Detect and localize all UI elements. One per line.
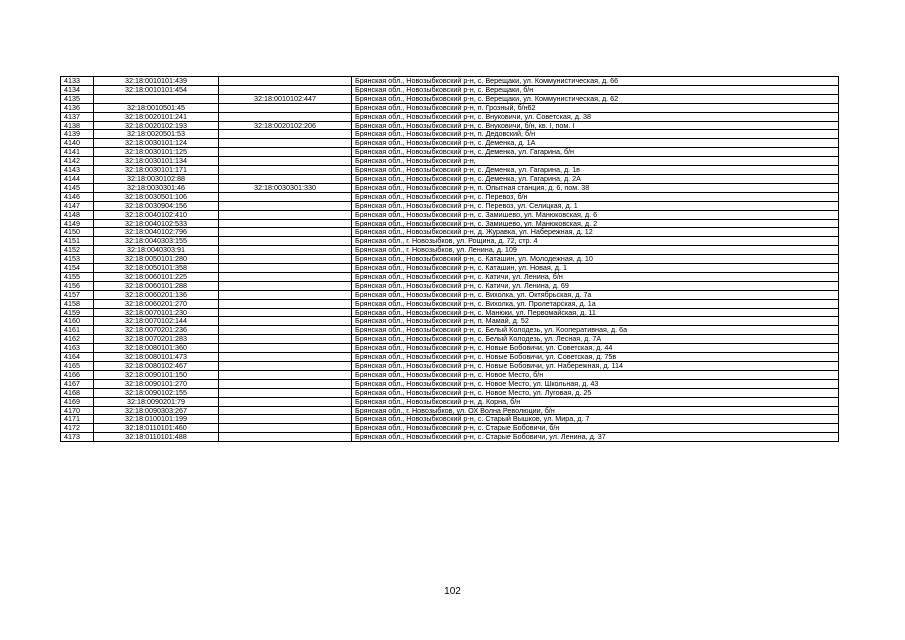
address-cell: Брянская обл., Новозыбковский р-н, с. Замишево, ул. Манюковская, д. 6 — [352, 210, 839, 219]
cadastral-number-cell: 32:18:0030301:46 — [94, 183, 219, 192]
related-cadastral-number-cell — [219, 353, 352, 362]
cadastral-number-cell: 32:18:0070102:144 — [94, 317, 219, 326]
cadastral-number-cell: 32:18:0030101:124 — [94, 139, 219, 148]
row-number-cell: 4147 — [61, 201, 94, 210]
table-row — [61, 406, 839, 415]
related-cadastral-number-cell — [219, 308, 352, 317]
table-row — [61, 201, 839, 210]
cadastral-number-cell: 32:18:0060101:225 — [94, 272, 219, 281]
cadastral-number-cell: 32:18:0060201:270 — [94, 299, 219, 308]
cadastral-number-cell — [94, 94, 219, 103]
table-row — [61, 183, 839, 192]
row-number-cell: 4140 — [61, 139, 94, 148]
address-cell: Брянская обл., Новозыбковский р-н, с. Манюки, ул. Первомайская, д. 11 — [352, 308, 839, 317]
address-cell: Брянская обл., Новозыбковский р-н, с. Старые Бобовичи, б/н — [352, 424, 839, 433]
table-row — [61, 130, 839, 139]
related-cadastral-number-cell — [219, 174, 352, 183]
table-row — [61, 77, 839, 86]
address-cell: Брянская обл., Новозыбковский р-н, с. Вихолка, ул. Пролетарская, д. 1а — [352, 299, 839, 308]
related-cadastral-number-cell — [219, 210, 352, 219]
row-number-cell: 4153 — [61, 255, 94, 264]
table-row — [61, 139, 839, 148]
related-cadastral-number-cell — [219, 85, 352, 94]
table-row — [61, 335, 839, 344]
address-cell: Брянская обл., Новозыбковский р-н, с. Катичи, ул. Ленина, д. 69 — [352, 281, 839, 290]
related-cadastral-number-cell — [219, 103, 352, 112]
address-cell: Брянская обл., Новозыбковский р-н, с. Верещаки, ул. Коммунистическая, д. 66 — [352, 77, 839, 86]
page-number: 102 — [444, 586, 461, 597]
cadastral-number-cell: 32:18:0040102:410 — [94, 210, 219, 219]
table-row — [61, 281, 839, 290]
table-row — [61, 255, 839, 264]
row-number-cell: 4154 — [61, 264, 94, 273]
address-cell: Брянская обл., Новозыбковский р-н, д. Журавка, ул. Набережная, д. 12 — [352, 228, 839, 237]
row-number-cell: 4139 — [61, 130, 94, 139]
related-cadastral-number-cell — [219, 362, 352, 371]
cadastral-number-cell: 32:18:0030101:134 — [94, 157, 219, 166]
table-row — [61, 362, 839, 371]
address-cell: Брянская обл., Новозыбковский р-н, с. Деменка, ул. Гагарина, б/н — [352, 148, 839, 157]
table-row — [61, 94, 839, 103]
address-cell: Брянская обл., Новозыбковский р-н, с. Белый Колодезь, ул. Лесная, д. 7А — [352, 335, 839, 344]
related-cadastral-number-cell — [219, 370, 352, 379]
cadastral-number-cell: 32:18:0100101:199 — [94, 415, 219, 424]
cadastral-number-cell: 32:18:0090102:155 — [94, 388, 219, 397]
related-cadastral-number-cell — [219, 157, 352, 166]
address-cell: Брянская обл., Новозыбковский р-н, с. Замишево, ул. Манюковская, д. 2 — [352, 219, 839, 228]
table-row — [61, 219, 839, 228]
table-row — [61, 166, 839, 175]
row-number-cell: 4155 — [61, 272, 94, 281]
row-number-cell: 4138 — [61, 121, 94, 130]
table-row — [61, 317, 839, 326]
table-row — [61, 85, 839, 94]
row-number-cell: 4142 — [61, 157, 94, 166]
cadastral-number-cell: 32:18:0030101:171 — [94, 166, 219, 175]
related-cadastral-number-cell — [219, 379, 352, 388]
related-cadastral-number-cell — [219, 388, 352, 397]
table-row — [61, 397, 839, 406]
table-row — [61, 103, 839, 112]
address-cell: Брянская обл., Новозыбковский р-н, с. Белый Колодезь, ул. Кооперативная, д. 6а — [352, 326, 839, 335]
row-number-cell: 4136 — [61, 103, 94, 112]
address-cell: Брянская обл., Новозыбковский р-н, с. Новое Место, б/н — [352, 370, 839, 379]
row-number-cell: 4137 — [61, 112, 94, 121]
row-number-cell: 4169 — [61, 397, 94, 406]
related-cadastral-number-cell — [219, 192, 352, 201]
row-number-cell: 4156 — [61, 281, 94, 290]
row-number-cell: 4157 — [61, 290, 94, 299]
related-cadastral-number-cell — [219, 201, 352, 210]
address-cell: Брянская обл., Новозыбковский р-н, с. Вихолка, ул. Октябрьская, д. 7а — [352, 290, 839, 299]
row-number-cell: 4161 — [61, 326, 94, 335]
address-cell: Брянская обл., Новозыбковский р-н, с. Каташин, ул. Молодежная, д. 10 — [352, 255, 839, 264]
row-number-cell: 4162 — [61, 335, 94, 344]
cadastral-number-cell: 32:18:0060101:288 — [94, 281, 219, 290]
table-row — [61, 264, 839, 273]
cadastral-number-cell: 32:18:0040303:155 — [94, 237, 219, 246]
related-cadastral-number-cell — [219, 130, 352, 139]
row-number-cell: 4133 — [61, 77, 94, 86]
related-cadastral-number-cell — [219, 246, 352, 255]
table-row — [61, 433, 839, 442]
row-number-cell: 4160 — [61, 317, 94, 326]
cadastral-number-cell: 32:18:0050101:358 — [94, 264, 219, 273]
row-number-cell: 4166 — [61, 370, 94, 379]
cadastral-number-cell: 32:18:0080101:473 — [94, 353, 219, 362]
related-cadastral-number-cell — [219, 112, 352, 121]
row-number-cell: 4152 — [61, 246, 94, 255]
table-row — [61, 246, 839, 255]
related-cadastral-number-cell — [219, 255, 352, 264]
cadastral-number-cell: 32:18:0040303:91 — [94, 246, 219, 255]
row-number-cell: 4163 — [61, 344, 94, 353]
table-row — [61, 299, 839, 308]
address-cell: Брянская обл., Новозыбковский р-н, п. Дедовский, б/н — [352, 130, 839, 139]
cadastral-number-cell: 32:18:0070201:283 — [94, 335, 219, 344]
address-cell: Брянская обл., Новозыбковский р-н, с. Внуковичи, б/н, кв. I, пом. I — [352, 121, 839, 130]
related-cadastral-number-cell — [219, 166, 352, 175]
related-cadastral-number-cell — [219, 228, 352, 237]
table-row — [61, 415, 839, 424]
cadastral-number-cell: 32:18:0070101:230 — [94, 308, 219, 317]
cadastral-number-cell: 32:18:0010501:45 — [94, 103, 219, 112]
address-cell: Брянская обл., Новозыбковский р-н, с. Перевоз, б/н — [352, 192, 839, 201]
related-cadastral-number-cell — [219, 397, 352, 406]
cadastral-number-cell: 32:18:0020102:193 — [94, 121, 219, 130]
related-cadastral-number-cell: 32:18:0030301:330 — [219, 183, 352, 192]
table-row — [61, 379, 839, 388]
address-cell: Брянская обл., г. Новозыбков, ул. ОХ Волна Революции, б/н — [352, 406, 839, 415]
related-cadastral-number-cell — [219, 415, 352, 424]
address-cell: Брянская обл., Новозыбковский р-н, с. Верещаки, б/н — [352, 85, 839, 94]
row-number-cell: 4164 — [61, 353, 94, 362]
table-row — [61, 308, 839, 317]
related-cadastral-number-cell — [219, 299, 352, 308]
related-cadastral-number-cell — [219, 77, 352, 86]
table-row — [61, 112, 839, 121]
address-cell: Брянская обл., Новозыбковский р-н, с. Новые Бобовичи, ул. Советская, д. 44 — [352, 344, 839, 353]
row-number-cell: 4148 — [61, 210, 94, 219]
table-row — [61, 237, 839, 246]
related-cadastral-number-cell — [219, 281, 352, 290]
related-cadastral-number-cell — [219, 433, 352, 442]
cadastral-number-cell: 32:18:0110101:488 — [94, 433, 219, 442]
table-row — [61, 424, 839, 433]
related-cadastral-number-cell — [219, 237, 352, 246]
row-number-cell: 4149 — [61, 219, 94, 228]
table-row — [61, 290, 839, 299]
cadastral-number-cell: 32:18:0080101:360 — [94, 344, 219, 353]
related-cadastral-number-cell — [219, 344, 352, 353]
cadastral-number-cell: 32:18:0090201:79 — [94, 397, 219, 406]
row-number-cell: 4141 — [61, 148, 94, 157]
address-cell: Брянская обл., Новозыбковский р-н, с. Катичи, ул. Ленина, б/н — [352, 272, 839, 281]
address-cell: Брянская обл., Новозыбковский р-н, с. Новое Место, ул. Луговая, д. 25 — [352, 388, 839, 397]
cadastral-number-cell: 32:18:0050101:280 — [94, 255, 219, 264]
table-row — [61, 353, 839, 362]
table-row — [61, 272, 839, 281]
property-register-table — [60, 76, 839, 442]
table-row — [61, 157, 839, 166]
related-cadastral-number-cell — [219, 406, 352, 415]
row-number-cell: 4145 — [61, 183, 94, 192]
cadastral-number-cell: 32:18:0080102:467 — [94, 362, 219, 371]
cadastral-number-cell: 32:18:0030101:125 — [94, 148, 219, 157]
related-cadastral-number-cell — [219, 264, 352, 273]
row-number-cell: 4170 — [61, 406, 94, 415]
address-cell: Брянская обл., Новозыбковский р-н, п. Опытная станция, д. 6, пом. 38 — [352, 183, 839, 192]
address-cell: Брянская обл., Новозыбковский р-н, с. Старый Вышков, ул. Мира, д. 7 — [352, 415, 839, 424]
table-row — [61, 148, 839, 157]
row-number-cell: 4168 — [61, 388, 94, 397]
table-row — [61, 210, 839, 219]
cadastral-number-cell: 32:18:0110101:460 — [94, 424, 219, 433]
address-cell: Брянская обл., Новозыбковский р-н, с. Внуковичи, ул. Советская, д. 38 — [352, 112, 839, 121]
row-number-cell: 4173 — [61, 433, 94, 442]
address-cell: Брянская обл., Новозыбковский р-н, с. Новые Бобовичи, ул. Советская, д. 75в — [352, 353, 839, 362]
related-cadastral-number-cell — [219, 139, 352, 148]
cadastral-number-cell: 32:18:0030102:88 — [94, 174, 219, 183]
table-row — [61, 326, 839, 335]
table-row — [61, 370, 839, 379]
row-number-cell: 4144 — [61, 174, 94, 183]
address-cell: Брянская обл., г. Новозыбков, ул. Рощина, д. 72, стр. 4 — [352, 237, 839, 246]
cadastral-number-cell: 32:18:0090101:150 — [94, 370, 219, 379]
cadastral-number-cell: 32:18:0090101:270 — [94, 379, 219, 388]
related-cadastral-number-cell — [219, 317, 352, 326]
related-cadastral-number-cell — [219, 335, 352, 344]
address-cell: Брянская обл., Новозыбковский р-н, д. Корна, б/н — [352, 397, 839, 406]
row-number-cell: 4143 — [61, 166, 94, 175]
row-number-cell: 4146 — [61, 192, 94, 201]
row-number-cell: 4134 — [61, 85, 94, 94]
row-number-cell: 4158 — [61, 299, 94, 308]
row-number-cell: 4159 — [61, 308, 94, 317]
row-number-cell: 4171 — [61, 415, 94, 424]
address-cell: Брянская обл., Новозыбковский р-н, с. Новые Бобовичи, ул. Набережная, д. 114 — [352, 362, 839, 371]
cadastral-number-cell: 32:18:0030501:106 — [94, 192, 219, 201]
related-cadastral-number-cell: 32:18:0020102:206 — [219, 121, 352, 130]
row-number-cell: 4151 — [61, 237, 94, 246]
cadastral-number-cell: 32:18:0090303:267 — [94, 406, 219, 415]
address-cell: Брянская обл., Новозыбковский р-н, с. Деменка, д. 1А — [352, 139, 839, 148]
address-cell: Брянская обл., Новозыбковский р-н, п. Грозный, б/н62 — [352, 103, 839, 112]
row-number-cell: 4172 — [61, 424, 94, 433]
address-cell: Брянская обл., Новозыбковский р-н, с. Деменка, ул. Гагарина, д. 1в — [352, 166, 839, 175]
cadastral-number-cell: 32:18:0060201:136 — [94, 290, 219, 299]
table-body — [61, 77, 839, 442]
related-cadastral-number-cell — [219, 272, 352, 281]
table-row — [61, 174, 839, 183]
address-cell: Брянская обл., Новозыбковский р-н, — [352, 157, 839, 166]
related-cadastral-number-cell — [219, 290, 352, 299]
related-cadastral-number-cell — [219, 424, 352, 433]
address-cell: Брянская обл., Новозыбковский р-н, п. Мамай, д. 52 — [352, 317, 839, 326]
address-cell: Брянская обл., Новозыбковский р-н, с. Верещаки, ул. Коммунистическая, д. 62 — [352, 94, 839, 103]
cadastral-number-cell: 32:18:0010101:439 — [94, 77, 219, 86]
row-number-cell: 4135 — [61, 94, 94, 103]
address-cell: Брянская обл., Новозыбковский р-н, с. Перевоз, ул. Селицкая, д. 1 — [352, 201, 839, 210]
cadastral-number-cell: 32:18:0070201:236 — [94, 326, 219, 335]
related-cadastral-number-cell — [219, 219, 352, 228]
cadastral-number-cell: 32:18:0040102:796 — [94, 228, 219, 237]
table-row — [61, 344, 839, 353]
address-cell: Брянская обл., Новозыбковский р-н, с. Деменка, ул. Гагарина, д. 2А — [352, 174, 839, 183]
row-number-cell: 4150 — [61, 228, 94, 237]
row-number-cell: 4165 — [61, 362, 94, 371]
table-row — [61, 388, 839, 397]
table-row — [61, 121, 839, 130]
cadastral-number-cell: 32:18:0010101:454 — [94, 85, 219, 94]
cadastral-number-cell: 32:18:0040102:533 — [94, 219, 219, 228]
related-cadastral-number-cell — [219, 148, 352, 157]
related-cadastral-number-cell: 32:18:0010102:447 — [219, 94, 352, 103]
address-cell: Брянская обл., Новозыбковский р-н, с. Новое Место, ул. Школьная, д. 43 — [352, 379, 839, 388]
table-row — [61, 228, 839, 237]
address-cell: Брянская обл., г. Новозыбков, ул. Ленина, д. 109 — [352, 246, 839, 255]
row-number-cell: 4167 — [61, 379, 94, 388]
address-cell: Брянская обл., Новозыбковский р-н, с. Каташин, ул. Новая, д. 1 — [352, 264, 839, 273]
table-row — [61, 192, 839, 201]
cadastral-number-cell: 32:18:0020501:53 — [94, 130, 219, 139]
cadastral-number-cell: 32:18:0020101:241 — [94, 112, 219, 121]
address-cell: Брянская обл., Новозыбковский р-н, с. Старые Бобовичи, ул. Ленина, д. 37 — [352, 433, 839, 442]
related-cadastral-number-cell — [219, 326, 352, 335]
cadastral-number-cell: 32:18:0030904:156 — [94, 201, 219, 210]
